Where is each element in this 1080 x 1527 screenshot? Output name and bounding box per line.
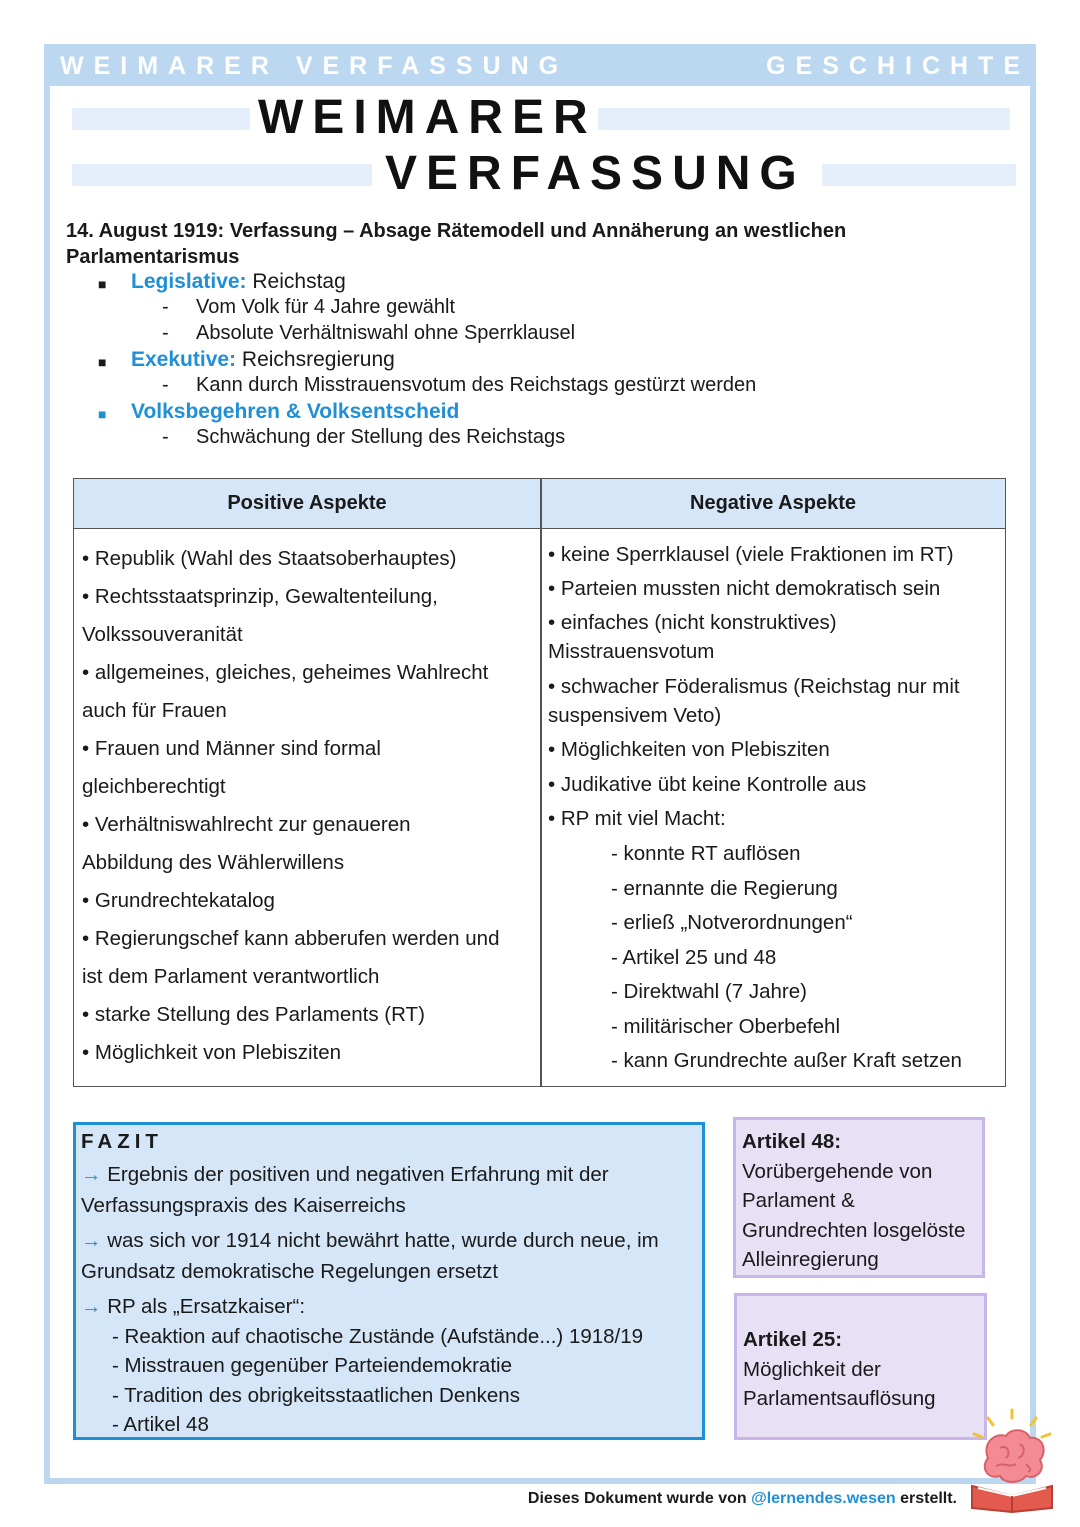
article-48-title: Artikel 48: bbox=[742, 1130, 842, 1153]
banner-subject: GESCHICHTE bbox=[766, 52, 1030, 80]
positive-aspect-line: • allgemeines, gleiches, geheimes Wahlrecht bbox=[82, 661, 489, 684]
bullet-square: ■ bbox=[98, 354, 107, 370]
negative-aspect-subline: - erließ „Notverordnungen“ bbox=[611, 911, 853, 934]
list-subitem: Schwächung der Stellung des Reichstags bbox=[196, 426, 566, 448]
list-item-legislative: Legislative: Reichstag bbox=[131, 270, 346, 293]
list-item-volksbegehren: Volksbegehren & Volksentscheid bbox=[131, 400, 460, 423]
fazit-box bbox=[73, 1122, 705, 1440]
fazit-subpoint: - Reaktion auf chaotische Zustände (Aufstände...) 1918/19 bbox=[112, 1325, 644, 1348]
positive-aspect-line: • Frauen und Männer sind formal bbox=[82, 737, 381, 760]
arrow-right-icon: → bbox=[81, 1163, 102, 1186]
list-item-executive: Exekutive: Reichsregierung bbox=[131, 348, 395, 371]
fazit-point: → Ergebnis der positiven und negativen Erfahrung mit der bbox=[81, 1163, 609, 1186]
dash: - bbox=[162, 374, 169, 396]
list-subitem: Absolute Verhältniswahl ohne Sperrklausel bbox=[196, 322, 576, 344]
negative-aspect-subline: - kann Grundrechte außer Kraft setzen bbox=[611, 1049, 962, 1072]
article-48-line: Alleinregierung bbox=[742, 1248, 879, 1271]
list-subitem: Vom Volk für 4 Jahre gewählt bbox=[196, 296, 456, 318]
negative-aspect-line: • Parteien mussten nicht demokratisch sein bbox=[548, 577, 941, 600]
article-25-box bbox=[734, 1293, 987, 1440]
aspects-table bbox=[73, 478, 1006, 1087]
fazit-subpoint: - Artikel 48 bbox=[112, 1413, 209, 1436]
negative-aspect-line: • schwacher Föderalismus (Reichstag nur mit bbox=[548, 675, 960, 698]
negative-aspect-line: suspensivem Veto) bbox=[548, 704, 722, 727]
negative-aspect-subline: - konnte RT auflösen bbox=[611, 842, 801, 865]
article-25-content bbox=[743, 1325, 936, 1414]
arrow-right-icon: → bbox=[81, 1229, 102, 1252]
title-stripe bbox=[72, 164, 372, 186]
intro-heading: 14. August 1919: Verfassung – Absage Rätemodell und Annäherung an westlichen Parlamentarismus bbox=[66, 220, 847, 268]
title-stripe bbox=[598, 108, 1010, 130]
positive-aspect-line: gleichberechtigt bbox=[82, 775, 226, 798]
arrow-right-icon: → bbox=[81, 1295, 102, 1318]
page-title-line2: VERFASSUNG bbox=[385, 147, 806, 200]
article-48-line: Grundrechten losgelöste bbox=[742, 1218, 966, 1242]
fazit-subpoint: - Tradition des obrigkeitsstaatlichen Denkens bbox=[112, 1384, 520, 1407]
positive-aspect-line: auch für Frauen bbox=[82, 699, 227, 722]
footer-credit: Dieses Dokument wurde von @lernendes.wesen erstellt. bbox=[527, 1490, 957, 1507]
bullet-square: ■ bbox=[98, 406, 107, 422]
positive-aspect-line: • Verhältniswahlrecht zur genaueren bbox=[82, 813, 411, 836]
positive-aspect-line: Abbildung des Wählerwillens bbox=[82, 851, 345, 874]
top-banner bbox=[44, 44, 1036, 86]
positive-aspect-line: • Rechtsstaatsprinzip, Gewaltenteilung, bbox=[82, 585, 438, 608]
negative-aspect-subline: - Artikel 25 und 48 bbox=[611, 945, 777, 969]
header-positive: Positive Aspekte bbox=[227, 492, 387, 514]
negative-aspect-subline: - ernannte die Regierung bbox=[611, 876, 838, 900]
positive-aspect-line: Volkssouveranität bbox=[82, 623, 243, 646]
negative-aspect-line: • RP mit viel Macht: bbox=[548, 807, 726, 830]
fazit-point: → was sich vor 1914 nicht bewährt hatte, wurde durch neue, im bbox=[81, 1229, 659, 1252]
bullet-square: ■ bbox=[98, 276, 107, 292]
positive-aspect-line: ist dem Parlament verantwortlich bbox=[82, 965, 380, 988]
positive-aspect-line: • Möglichkeit von Plebisziten bbox=[82, 1041, 341, 1064]
dash: - bbox=[162, 426, 169, 448]
positive-aspect-line: • Grundrechtekatalog bbox=[82, 889, 275, 912]
article-48-content bbox=[742, 1127, 965, 1275]
negative-aspect-line: • einfaches (nicht konstruktives) bbox=[548, 611, 837, 634]
article-25-title: Artikel 25: bbox=[743, 1328, 843, 1351]
fazit-title: FAZIT bbox=[81, 1130, 163, 1153]
article-25-line: Parlamentsauflösung bbox=[743, 1387, 936, 1410]
positive-aspect-line: • Republik (Wahl des Staatsoberhauptes) bbox=[82, 547, 457, 570]
negative-aspect-line: Misstrauensvotum bbox=[548, 640, 715, 663]
fazit-point-cont: Grundsatz demokratische Regelungen ersetzt bbox=[81, 1260, 499, 1283]
article-48-line: Parlament & bbox=[742, 1189, 855, 1212]
article-25-line: Möglichkeit der bbox=[743, 1357, 881, 1381]
table-divider bbox=[540, 479, 542, 1086]
author-link[interactable]: @lernendes.wesen bbox=[751, 1490, 896, 1507]
brain-book-icon bbox=[966, 1408, 1058, 1514]
fazit-subpoint: - Misstrauen gegenüber Parteiendemokratie bbox=[112, 1354, 512, 1377]
negative-aspect-line: • keine Sperrklausel (viele Fraktionen im RT) bbox=[548, 543, 954, 566]
positive-aspect-line: • Regierungschef kann abberufen werden und bbox=[82, 927, 500, 950]
article-48-box bbox=[733, 1117, 985, 1278]
dash: - bbox=[162, 322, 169, 344]
title-stripe bbox=[72, 108, 250, 130]
list-subitem: Kann durch Misstrauensvotum des Reichstags gestürzt werden bbox=[196, 374, 757, 396]
positive-aspect-line: • starke Stellung des Parlaments (RT) bbox=[82, 1003, 425, 1026]
dash: - bbox=[162, 296, 169, 318]
negative-aspect-line: • Judikative übt keine Kontrolle aus bbox=[548, 773, 867, 796]
negative-aspect-subline: - Direktwahl (7 Jahre) bbox=[611, 980, 807, 1003]
page-title-line1: WEIMARER bbox=[258, 91, 597, 144]
header-negative: Negative Aspekte bbox=[690, 492, 856, 514]
fazit-point-cont: Verfassungspraxis des Kaiserreichs bbox=[81, 1194, 406, 1217]
article-48-line: Vorübergehende von bbox=[742, 1159, 933, 1183]
negative-aspect-line: • Möglichkeiten von Plebisziten bbox=[548, 738, 830, 761]
banner-topic: WEIMARER VERFASSUNG bbox=[60, 52, 569, 80]
fazit-point: → RP als „Ersatzkaiser“: bbox=[81, 1295, 306, 1318]
negative-aspect-subline: - militärischer Oberbefehl bbox=[611, 1014, 840, 1038]
title-stripe bbox=[822, 164, 1016, 186]
